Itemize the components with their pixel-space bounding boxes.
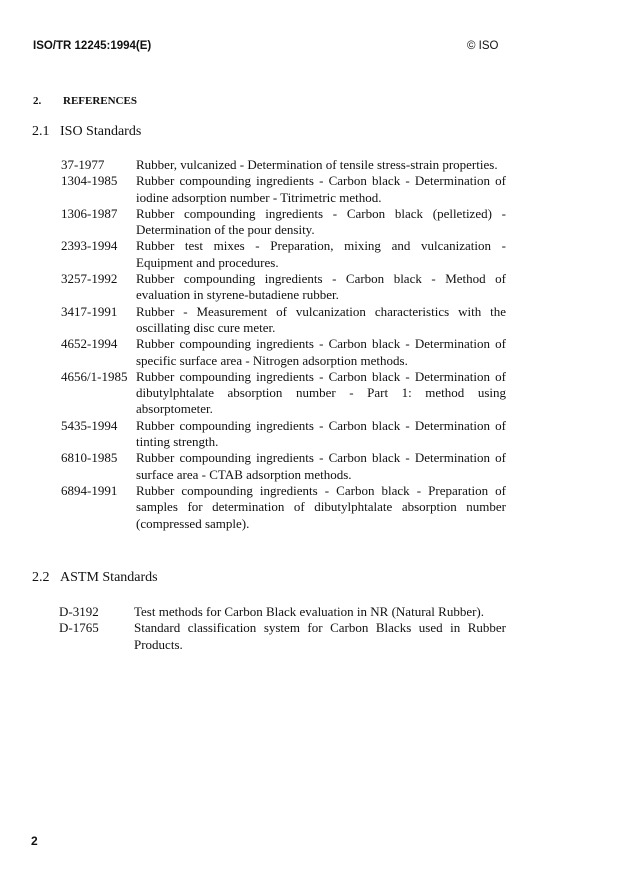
reference-code: 6894-1991 [61,482,118,498]
reference-code: 4656/1-1985 [61,368,128,384]
astm-subsection-number: 2.2 [32,570,50,585]
iso-subsection-heading [32,124,141,140]
section-title: REFERENCES [63,95,137,107]
iso-subsection-number: 2.1 [32,124,50,139]
astm-subsection-heading [32,570,158,586]
section-heading [33,95,137,107]
reference-code: 6810-1985 [61,450,118,466]
reference-entry [59,604,506,620]
reference-description: Standard classification system for Carbon Blacks used in Rubber Products. [134,620,506,652]
reference-entry [61,173,506,206]
reference-code: 4652-1994 [61,336,118,352]
reference-description: Rubber compounding ingredients - Carbon black - Determination of tinting strength. [136,417,506,450]
reference-code: 1304-1985 [61,173,118,189]
reference-description: Rubber compounding ingredients - Carbon black - Determination of specific surface area - Nitrogen adsorption methods. [136,336,506,368]
page-number: 2 [31,834,38,848]
reference-entry [61,369,506,418]
reference-entry [61,336,506,369]
reference-description: Rubber, vulcanized - Determination of tensile stress-strain properties. [136,157,498,172]
section-number: 2. [33,95,42,107]
reference-code: 5435-1994 [61,417,118,433]
reference-code: 3417-1991 [61,303,118,319]
reference-code: D-1765 [59,620,99,636]
reference-entry [61,304,506,337]
reference-code: D-3192 [59,604,99,619]
reference-entry [61,238,506,271]
iso-references-list [61,157,506,532]
reference-description: Rubber compounding ingredients - Carbon black (pelletized) - Determination of the pour density. [136,205,506,238]
document-id: ISO/TR 12245:1994(E) [33,40,152,52]
reference-entry [61,271,506,304]
astm-references-list [59,604,506,653]
reference-description: Rubber compounding ingredients - Carbon black - Determination of dibutylphtalate absorption number - Part 1: method using absorptometer. [136,368,506,417]
iso-subsection-title: ISO Standards [60,124,142,139]
reference-entry [61,418,506,451]
reference-entry [61,483,506,532]
reference-description: Rubber compounding ingredients - Carbon black - Determination of iodine adsorption number - Titrimetric method. [136,173,506,205]
reference-code: 37-1977 [61,157,105,172]
reference-code: 1306-1987 [61,205,118,221]
reference-description: Rubber compounding ingredients - Carbon black - Determination of surface area - CTAB adsorption methods. [136,450,506,482]
reference-code: 3257-1992 [61,271,118,287]
reference-entry [59,620,506,653]
reference-entry [61,450,506,483]
reference-entry [61,157,506,173]
reference-description: Test methods for Carbon Black evaluation in NR (Natural Rubber). [134,604,485,619]
copyright-notice: © ISO [467,40,499,52]
reference-code: 2393-1994 [61,238,118,254]
reference-description: Rubber - Measurement of vulcanization characteristics with the oscillating disc cure meter. [136,303,506,335]
reference-description: Rubber compounding ingredients - Carbon black - Preparation of samples for determination of dibutylphtalate absorption number (compressed sample). [136,482,506,531]
astm-subsection-title: ASTM Standards [60,570,158,585]
reference-description: Rubber compounding ingredients - Carbon black - Method of evaluation in styrene-butadiene rubber. [136,271,506,303]
reference-description: Rubber test mixes - Preparation, mixing and vulcanization - Equipment and procedures. [136,238,506,270]
reference-entry [61,206,506,239]
